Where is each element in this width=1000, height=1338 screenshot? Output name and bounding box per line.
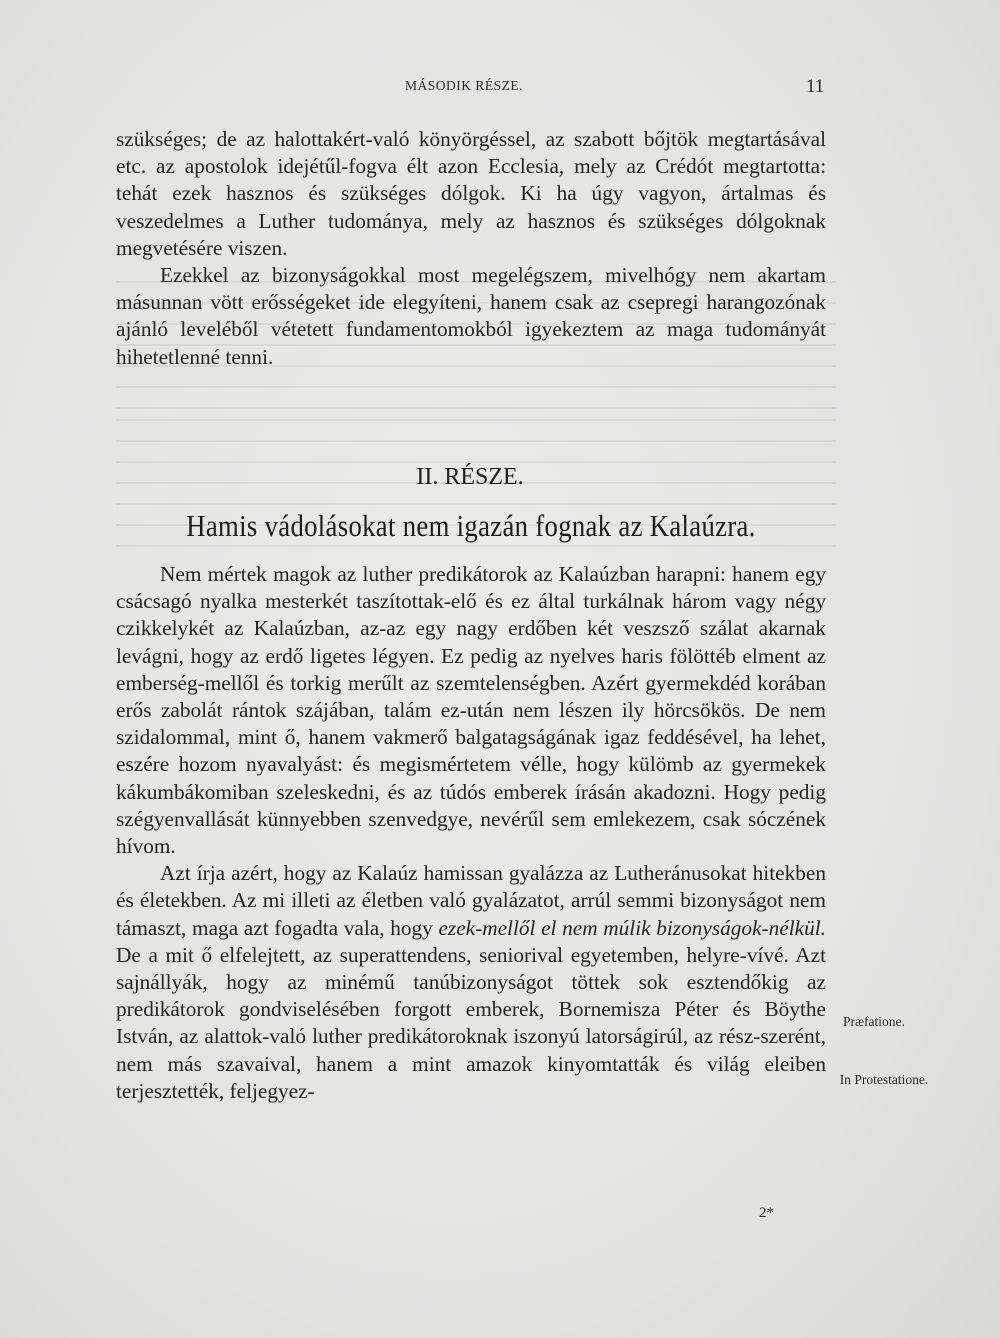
paragraph: Ezekkel az bizonyságokkal most megelégszem, mivelhógy nem akartam másunnan vött erősségeket ide elegyíteni, hanem csak az csepregi harangozónak ajánló leveléből vétetett fundamentomokból igyekeztem az maga tudományát hihetetlenné tenni. [116, 263, 826, 369]
margin-note: In Protestatione. [839, 1072, 929, 1087]
text-block-bottom [116, 561, 826, 1105]
paragraph-text: De a mit ő elfelejtett, az superattendens, seniorival egyetemben, helyre-vívé. Azt sajnállyák, hogy az minémű tanúbizonyságot töttek sok esztendőkig az predikátorok gondviselésében forgott emberek, Bornemisza Péter és Böythe István, az alattok-való luther predikátoroknak iszonyú latorságirúl, az rész-szerént, nem más szavaival, hanem a mint amazok kinyomtatták és világ eleiben terjesztették, feljegyez- [116, 942, 826, 1103]
section-number: II. RÉSZE. [416, 464, 524, 490]
paragraph-text: Azt írja azért, hogy az Kalaúz hamissan gyalázza az Lutheránusokat hitekben és életekben. Az mi illeti az életben való gyalázatot, arrúl semmi bizonyságot nem támaszt, maga azt fogadta vala, hogy [116, 861, 826, 940]
italic-quote: ezek-mellől el nem múlik bizonyságok-nélkül. [438, 915, 826, 940]
section-title: Hamis vádolásokat nem igazán fognak az Kalaúzra. [186, 508, 756, 543]
paragraph [116, 860, 826, 1105]
running-head: MÁSODIK RÉSZE. [405, 78, 524, 93]
text-block-top [116, 126, 826, 371]
page-number: 11 [806, 76, 825, 97]
signature-mark: 2* [759, 1205, 774, 1221]
paragraph: szükséges; de az halottakért-való könyörgéssel, az szabott bőjtök megtartásával etc. az apostolok idejétűl-fogva élt azon Ecclesia, mely az Crédót megtartotta: tehát ezek hasznos és szükséges dólgok. Ki ha úgy vagyon, ártalmas és veszedelmes a Luther tudománya, mely az hasznos és szükséges dólgoknak megvetésére viszen. [116, 127, 826, 260]
margin-note: Præfatione. [843, 1014, 905, 1029]
paragraph: Nem mértek magok az luther predikátorok az Kalaúzban harapni: hanem egy csácsagó nyalka mesterkét taszítottak-elő és ez által turkálnak három vagy négy czikkelykét az Kalaúzban, az-az egy nagy erdőben két veszsző szálat akarnak levágni, hogy az erdő ligetes légyen. Ez pedig az nyelves haris fölöttéb elment az emberség-mellől és torkig merűlt az szemtelenségben. Azért gyermekdéd korában erős zabolát rántok szájában, talám ez-után nem lészen ily hörcsökös. De nem szidalommal, mint ő, hanem vakmerő balgatagságának igaz feddésével, ha lehet, eszére hozom nyavalyást: és megismértetem vélle, hogy külömb az gyermekek kákumbákomiban szeleskedni, és az túdós emberek írásán akadozni. Hogy pedig szégyenvallását künnyebben szenvedgye, nevérűl sem emlekezem, csak sóczének hívom. [116, 562, 826, 859]
